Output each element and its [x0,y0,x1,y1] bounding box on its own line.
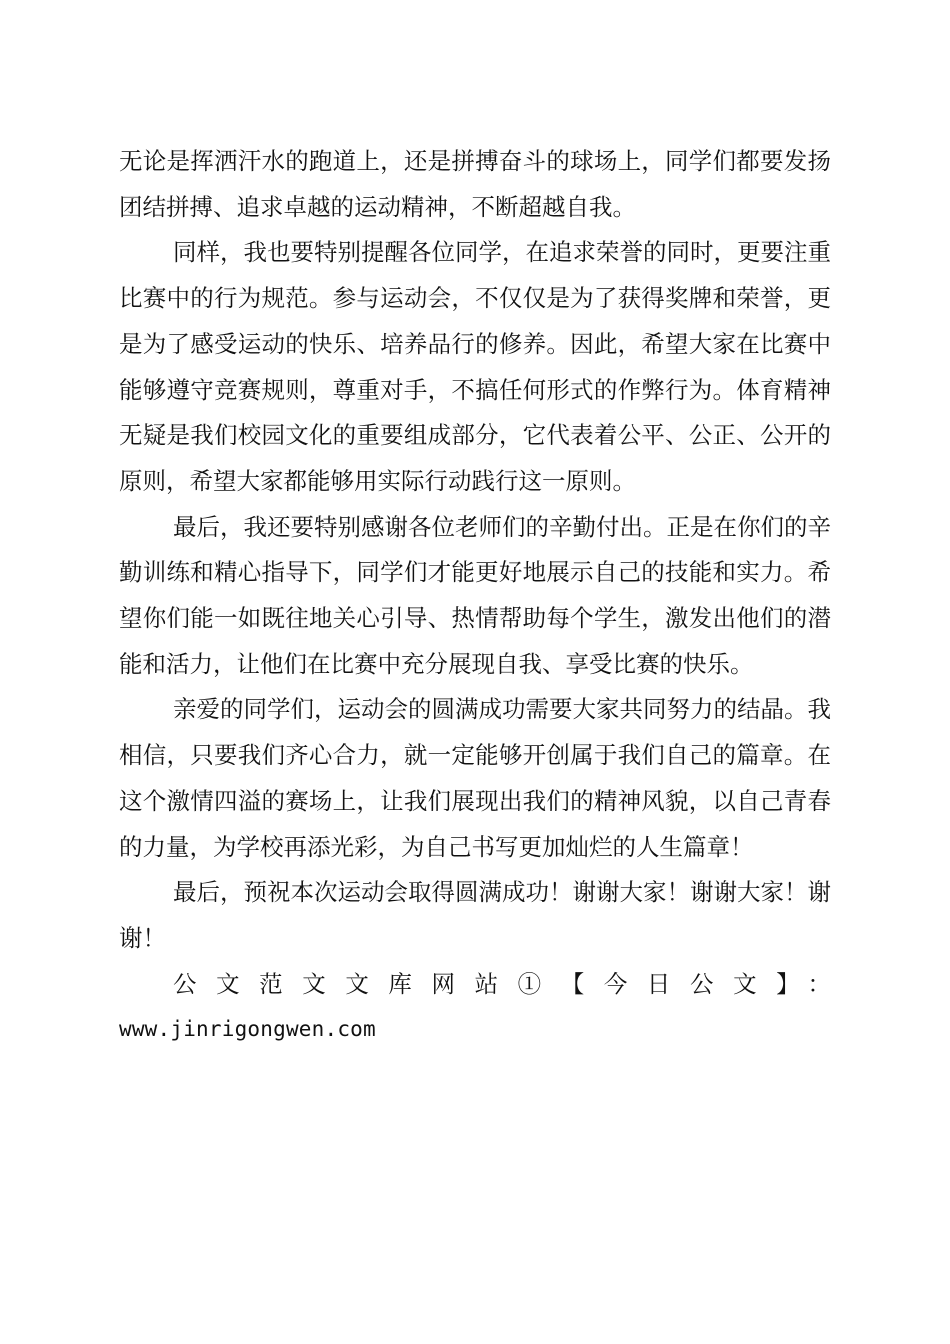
footer-source [119,962,831,1053]
paragraph-4: 亲爱的同学们，运动会的圆满成功需要大家共同努力的结晶。我相信，只要我们齐心合力，就一定能够开创属于我们自己的篇章。在这个激情四溢的赛场上，让我们展现出我们的精神风貌，以自己青春的力量，为学校再添光彩，为自己书写更加灿烂的人生篇章！ [119,695,831,861]
paragraph-5: 最后，预祝本次运动会取得圆满成功！谢谢大家！谢谢大家！谢谢！ [119,878,831,952]
paragraph-3: 最后，我还要特别感谢各位老师们的辛勤付出。正是在你们的辛勤训练和精心指导下，同学们才能更好地展示自己的技能和实力。希望你们能一如既往地关心引导、热情帮助每个学生，激发出他们的潜能和活力，让他们在比赛中充分展现自我、享受比赛的快乐。 [119,512,831,678]
paragraph-1: 无论是挥洒汗水的跑道上，还是拼搏奋斗的球场上，同学们都要发扬团结拼搏、追求卓越的运动精神，不断超越自我。 [119,147,831,221]
paragraph-2: 同样，我也要特别提醒各位同学，在追求荣誉的同时，更要注重比赛中的行为规范。参与运动会，不仅仅是为了获得奖牌和荣誉，更是为了感受运动的快乐、培养品行的修养。因此，希望大家在比赛中能够遵守竞赛规则，尊重对手，不搞任何形式的作弊行为。体育精神无疑是我们校园文化的重要组成部分，它代表着公平、公正、公开的原则，希望大家都能够用实际行动践行这一原则。 [119,238,831,495]
footer-label: 公文范文文库网站①【今日公文】： [173,969,831,998]
footer-url[interactable]: www.jinrigongwen.com [119,1017,376,1042]
document-body [119,139,831,1053]
